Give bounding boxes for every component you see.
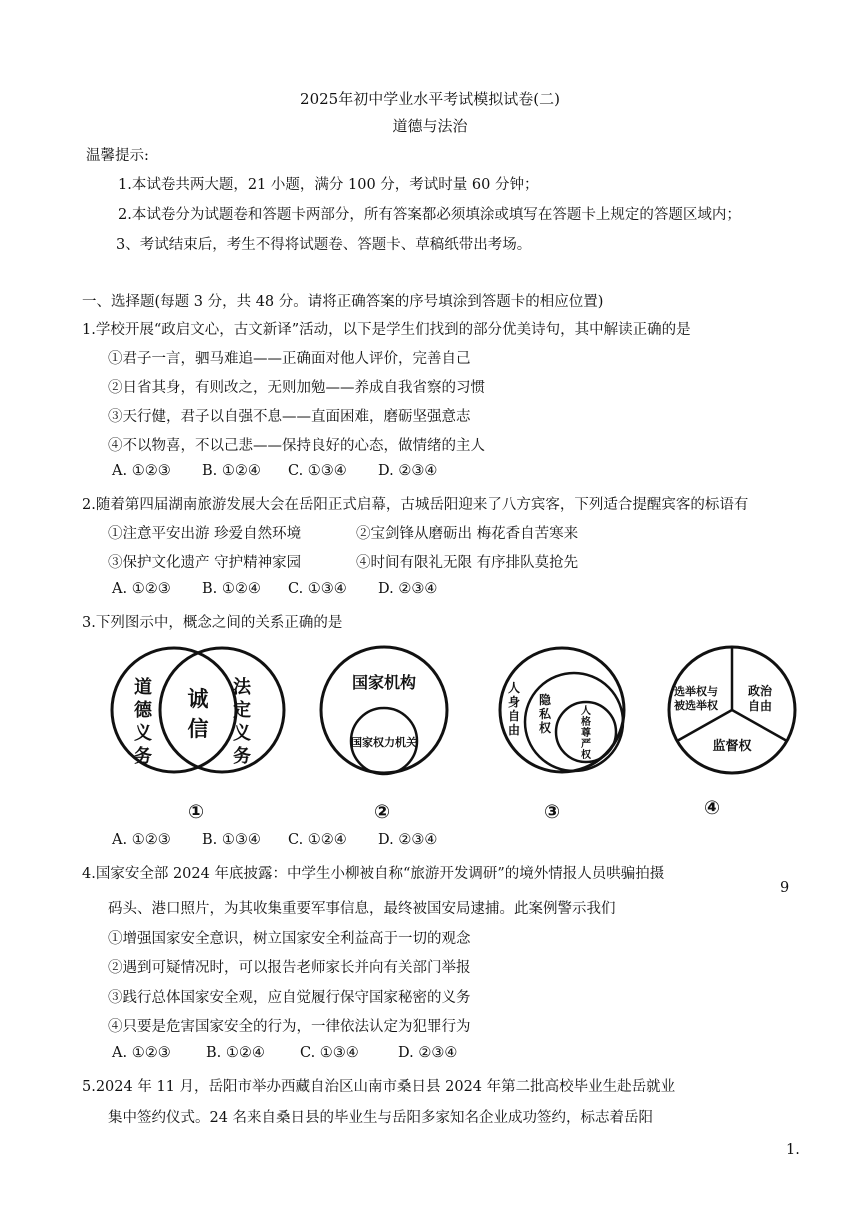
fig1-left-char: 义 [134, 723, 152, 744]
exam-title: 2025年初中学业水平考试模拟试卷(二) [300, 90, 560, 108]
fig3-middle-char: 权 [538, 721, 552, 735]
question-4-stem: 4.国家安全部 2024 年底披露：中学生小柳被自称“旅游开发调研”的境外情报人员哄骗拍摄 [82, 866, 665, 882]
fig4-right-line2: 自由 [747, 699, 773, 713]
question-4-option-d: D. ②③④ [398, 1045, 458, 1061]
question-2-option-b: B. ①②④ [202, 581, 261, 597]
question-3-option-b: B. ①③④ [202, 832, 261, 848]
fig1-right-char: 务 [233, 746, 251, 767]
fig4-right-line1: 政治 [747, 684, 773, 698]
fig2-number: ② [373, 801, 391, 823]
question-4-item: ④只要是危害国家安全的行为，一律依法认定为犯罪行为 [108, 1019, 471, 1035]
tip-item: 3、考试结束后，考生不得将试题卷、答题卡、草稿纸带出考场。 [116, 237, 532, 253]
question-1-option-d: D. ②③④ [378, 463, 438, 479]
figure-2-nested [310, 640, 460, 825]
question-4-item: ①增强国家安全意识，树立国家安全利益高于一切的观念 [108, 931, 471, 947]
fig1-number: ① [187, 801, 205, 823]
question-4-stem-cont: 码头、港口照片，为其收集重要军事信息，最终被国安局逮捕。此案例警示我们 [108, 901, 616, 917]
fig3-number: ③ [543, 801, 561, 823]
question-2-item: ①注意平安出游 珍爱自然环境 [108, 526, 302, 542]
fig3-inner-char: 尊 [581, 728, 591, 739]
question-4-option-a: A. ①②③ [112, 1045, 171, 1061]
fig4-left-line2: 被选举权 [674, 699, 718, 712]
fig3-outer-char: 自 [507, 709, 521, 723]
fig2-outer-label: 国家机构 [351, 673, 417, 692]
fig3-outer-char: 人 [507, 681, 521, 695]
tips-heading: 温馨提示: [86, 148, 149, 164]
question-2-option-d: D. ②③④ [378, 581, 438, 597]
question-1-item: ②日省其身，有则改之，无则加勉——养成自我省察的习惯 [108, 380, 485, 396]
question-3-option-c: C. ①②④ [288, 832, 347, 848]
question-4-option-b: B. ①②④ [206, 1045, 265, 1061]
question-2-option-a: A. ①②③ [112, 581, 171, 597]
fig3-outer-char: 由 [507, 723, 521, 737]
fig1-left-char: 务 [134, 746, 152, 767]
page-mark: 1. [786, 1142, 800, 1158]
question-1-option-a: A. ①②③ [112, 463, 171, 479]
question-2-item: ②宝剑锋从磨砺出 梅花香自苦寒来 [356, 526, 579, 542]
question-2-item: ③保护文化遗产 守护精神家园 [108, 555, 302, 571]
question-4-option-c: C. ①③④ [300, 1045, 359, 1061]
question-1-stem: 1.学校开展“政启文心，古文新译”活动，以下是学生们找到的部分优美诗句，其中解读正确的是 [82, 322, 691, 338]
question-1-option-b: B. ①②④ [202, 463, 261, 479]
question-5-stem-cont: 集中签约仪式。24 名来自桑日县的毕业生与岳阳多家知名企业成功签约，标志着岳阳 [108, 1110, 654, 1126]
section-heading: 一、选择题(每题 3 分，共 48 分。请将正确答案的序号填涂到答题卡的相应位置) [82, 294, 604, 310]
fig4-left-line1: 选举权与 [674, 685, 718, 698]
question-2-option-c: C. ①③④ [288, 581, 347, 597]
fig4-number: ④ [703, 797, 721, 819]
tip-item: 1.本试卷共两大题，21 小题，满分 100 分，考试时量 60 分钟； [118, 177, 539, 193]
question-4-item: ②遇到可疑情况时，可以报告老师家长并向有关部门举报 [108, 960, 471, 976]
fig1-left-char: 道 [134, 677, 152, 698]
fig1-center-char: 诚 [187, 687, 209, 711]
tip-item: 2.本试卷分为试题卷和答题卡两部分，所有答案都必须填涂或填写在答题卡上规定的答题区域内； [118, 207, 741, 223]
fig3-inner-char: 人 [581, 706, 591, 717]
fig1-right-char: 定 [233, 700, 251, 721]
fig4-bottom-label: 监督权 [712, 739, 752, 754]
question-5-stem: 5.2024 年 11 月，岳阳市举办西藏自治区山南市桑日县 2024 年第二批高校毕业生赴岳就业 [82, 1079, 676, 1095]
question-2-stem: 2.随着第四届湖南旅游发展大会在岳阳正式启幕，古城岳阳迎来了八方宾客，下列适合提醒宾客的标语有 [82, 497, 749, 513]
figure-1-venn [110, 640, 290, 825]
side-mark: 9 [780, 880, 790, 896]
question-1-option-c: C. ①③④ [288, 463, 347, 479]
question-1-item: ①君子一言，驷马难追——正确面对他人评价，完善自己 [108, 351, 471, 367]
fig3-inner-char: 严 [581, 739, 591, 750]
question-2-item: ④时间有限礼无限 有序排队莫抢先 [356, 555, 579, 571]
question-4-item: ③践行总体国家安全观，应自觉履行保守国家秘密的义务 [108, 990, 471, 1006]
figure-3-nested [490, 640, 640, 825]
figure-4-pie [658, 640, 808, 825]
question-1-item: ④不以物喜，不以己悲——保持良好的心态，做情绪的主人 [108, 438, 485, 454]
fig3-inner-char: 权 [581, 750, 591, 761]
fig2-inner-label: 国家权力机关 [351, 736, 417, 749]
fig1-right-char: 法 [233, 677, 251, 698]
subject-title: 道德与法治 [392, 117, 468, 135]
question-1-item: ③天行健，君子以自强不息——直面困难，磨砺坚强意志 [108, 409, 471, 425]
fig1-center-char: 信 [187, 717, 209, 741]
question-3-stem: 3.下列图示中，概念之间的关系正确的是 [82, 615, 343, 631]
fig1-left-char: 德 [134, 700, 152, 721]
question-3-option-d: D. ②③④ [378, 832, 438, 848]
question-3-option-a: A. ①②③ [112, 832, 171, 848]
fig3-middle-char: 隐 [538, 693, 552, 707]
fig3-middle-char: 私 [538, 707, 552, 721]
fig3-inner-char: 格 [581, 717, 591, 728]
fig3-outer-char: 身 [507, 695, 521, 709]
fig1-right-char: 义 [233, 723, 251, 744]
